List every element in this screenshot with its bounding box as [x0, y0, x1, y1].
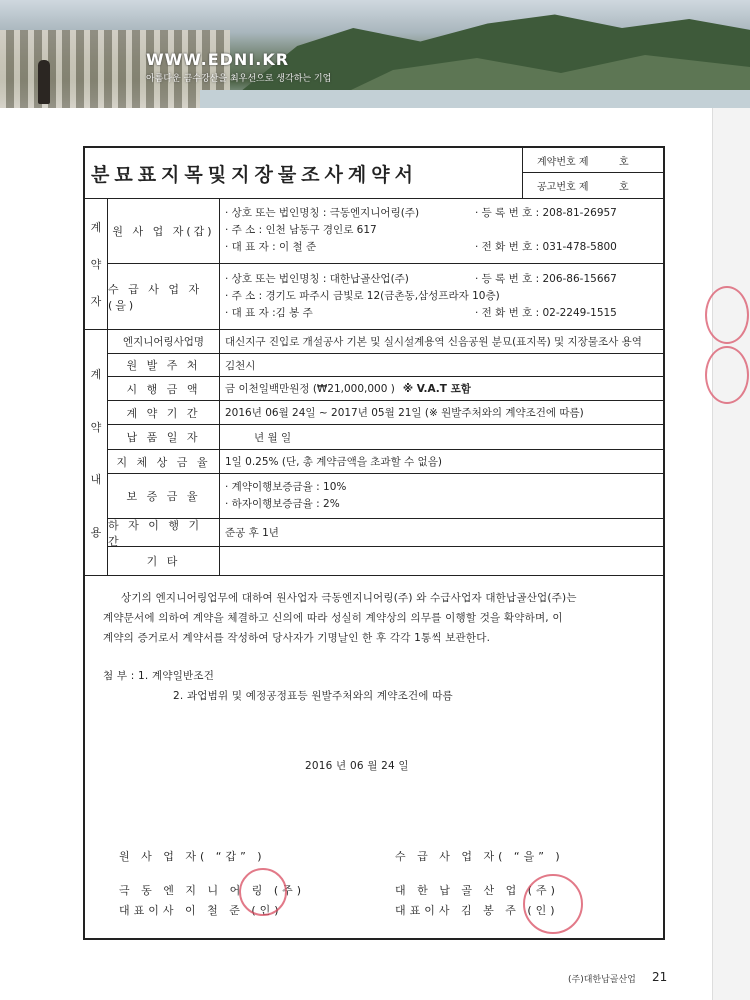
contractor-sign-heading: 수 급 사 업 자( “을” ): [395, 850, 564, 863]
delivery-row: [108, 425, 663, 450]
deposit-line-1: · 계약이행보증금율 : 10%: [225, 481, 347, 493]
client-phone: · 전 화 번 호 : 031-478-5800: [475, 241, 617, 253]
penalty-value: 1일 0.25% (단, 총 계약금액을 초과할 수 없음): [225, 456, 442, 468]
deposit-line-2: · 하자이행보증금율 : 2%: [225, 498, 340, 510]
contractor-representative: 대표이사 김 봉 주 (인): [395, 904, 559, 917]
notice-number-cell: [523, 173, 663, 198]
warranty-label: 하 자 이 행 기 간: [108, 519, 220, 546]
contractor-row: [108, 264, 663, 330]
contractor-seal-stamp: [523, 874, 583, 934]
next-page-edge: [712, 108, 750, 1000]
period-label: 계 약 기 간: [108, 401, 220, 424]
project-name-value: 대신지구 진입로 개설공사 기본 및 실시설계용역 신음공원 분묘(표지목) 및 지장물조사 용역: [225, 336, 642, 348]
orderer-row: [108, 354, 663, 377]
attachment-2: 2. 과업범위 및 예정공정표등 원발주처와의 계약조건에 따름: [173, 690, 453, 702]
amount-text: 금 이천일백만원정 (₩21,000,000 ): [225, 383, 395, 395]
contract-date: 2016 년 06 월 24 일: [305, 760, 409, 772]
penalty-row: [108, 450, 663, 474]
deposit-label: 보 증 금 율: [108, 474, 220, 518]
contractor-name: · 상호 또는 법인명칭 : 대한납골산업(주): [225, 273, 409, 285]
section-char: 내: [90, 473, 102, 487]
client-row: [108, 198, 663, 264]
contract-number-suffix: 호: [619, 156, 629, 168]
header-banner: [0, 0, 750, 108]
person-figure: [38, 60, 50, 104]
contract-number-cell: [523, 148, 663, 173]
warranty-value: 준공 후 1년: [225, 527, 279, 539]
divider: [85, 575, 663, 576]
client-label: 원 사 업 자(갑): [108, 198, 220, 263]
notice-number-label: 공고번호 제: [537, 182, 589, 193]
delivery-value: 년 월 일: [254, 431, 292, 444]
section-char: 약: [90, 258, 102, 271]
attachments-label: 첨 부 :: [103, 670, 135, 682]
client-company: 극 동 엔 지 니 어 링 (주): [119, 884, 306, 897]
seal-edge-icon: [705, 346, 749, 404]
title-row: [85, 148, 663, 199]
project-name-label: 엔지니어링사업명: [108, 330, 220, 353]
amount-value: [225, 377, 659, 400]
period-row: [108, 401, 663, 425]
section-char: 용: [90, 525, 102, 539]
parties-section-label: [85, 198, 108, 330]
contractor-label: 수 급 사 업 자(을): [108, 264, 220, 329]
contract-form: [83, 146, 665, 940]
paragraph-line: 상기의 엔지니어링업무에 대하여 원사업자 극동엔지니어링(주) 와 수급사업자 대한납골산업(주)는: [121, 592, 577, 604]
footer-company: (주)대한납골산업: [568, 975, 636, 985]
warranty-row: [108, 519, 663, 547]
contractor-company: 대 한 납 골 산 업 (주): [395, 884, 559, 897]
contractor-info: [225, 264, 659, 329]
agreement-paragraph: [103, 588, 653, 608]
other-value: [225, 547, 659, 575]
attachment-1: 1. 계약일반조건: [138, 670, 215, 682]
period-value: 2016년 06월 24일 ~ 2017년 05월 21일 (※ 원발주처와의 계약조건에 따름): [225, 407, 584, 419]
amount-row: [108, 377, 663, 401]
contractor-phone: · 전 화 번 호 : 02-2249-1515: [475, 307, 617, 319]
client-seal-stamp: [239, 868, 287, 916]
content-section-label: [85, 330, 108, 576]
deposit-value: [225, 474, 659, 518]
project-name-row: [108, 330, 663, 354]
client-address: · 주 소 : 인천 남동구 경인로 617: [225, 224, 377, 236]
section-char: 계: [90, 221, 102, 234]
page-number: 21: [652, 970, 668, 984]
orderer-label: 원 발 주 처: [108, 354, 220, 376]
section-char: 계: [90, 368, 102, 382]
notice-number-suffix: 호: [619, 182, 629, 193]
paragraph-line: 계약의 증거로서 계약서를 작성하여 당사자가 기명날인 한 후 각각 1통씩 보관한다.: [103, 632, 491, 644]
penalty-label: 지 체 상 금 율: [108, 450, 220, 473]
vat-note: ※ V.A.T 포함: [402, 383, 471, 395]
other-label: 기 타: [108, 547, 220, 575]
client-representative: 대표이사 이 철 준 (인): [119, 904, 283, 917]
lake-image: [200, 90, 750, 108]
cemetery-image: [0, 30, 230, 108]
client-info: [225, 198, 659, 263]
contract-title: 분묘표지목및지장물조사계약서: [85, 148, 523, 198]
section-char: 자: [90, 295, 102, 308]
contractor-rep: · 대 표 자 :김 봉 주: [225, 307, 313, 319]
client-name: · 상호 또는 법인명칭 : 극동엔지니어링(주): [225, 207, 420, 219]
other-row: [108, 547, 663, 576]
delivery-label: 납 품 일 자: [108, 425, 220, 449]
section-char: 약: [90, 420, 102, 434]
client-rep: · 대 표 자 : 이 철 준: [225, 241, 317, 253]
agreement-paragraph-cont: [103, 608, 653, 648]
orderer-value: 김천시: [225, 359, 256, 372]
attachments: [103, 666, 653, 686]
contractor-address: · 주 소 : 경기도 파주시 금빛로 12(금촌동,삼성프라자 10층): [225, 290, 500, 302]
client-reg-no: · 등 록 번 호 : 208-81-26957: [475, 207, 617, 219]
client-sign-heading: 원 사 업 자( “갑” ): [119, 850, 266, 863]
seal-edge-icon: [705, 286, 749, 344]
contractor-reg-no: · 등 록 번 호 : 206-86-15667: [475, 273, 617, 285]
paragraph-line: 계약문서에 의하여 계약을 체결하고 신의에 따라 성실히 계약상의 의무를 이행할 것을 확약하며, 이: [103, 612, 563, 624]
amount-label: 시 행 금 액: [108, 377, 220, 400]
website-url[interactable]: WWW.EDNI.KR: [146, 50, 290, 69]
company-slogan: 아름다운 금수강산을 최우선으로 생각하는 기업: [146, 74, 332, 84]
contract-number-label: 계약번호 제: [537, 156, 589, 168]
deposit-row: [108, 474, 663, 519]
